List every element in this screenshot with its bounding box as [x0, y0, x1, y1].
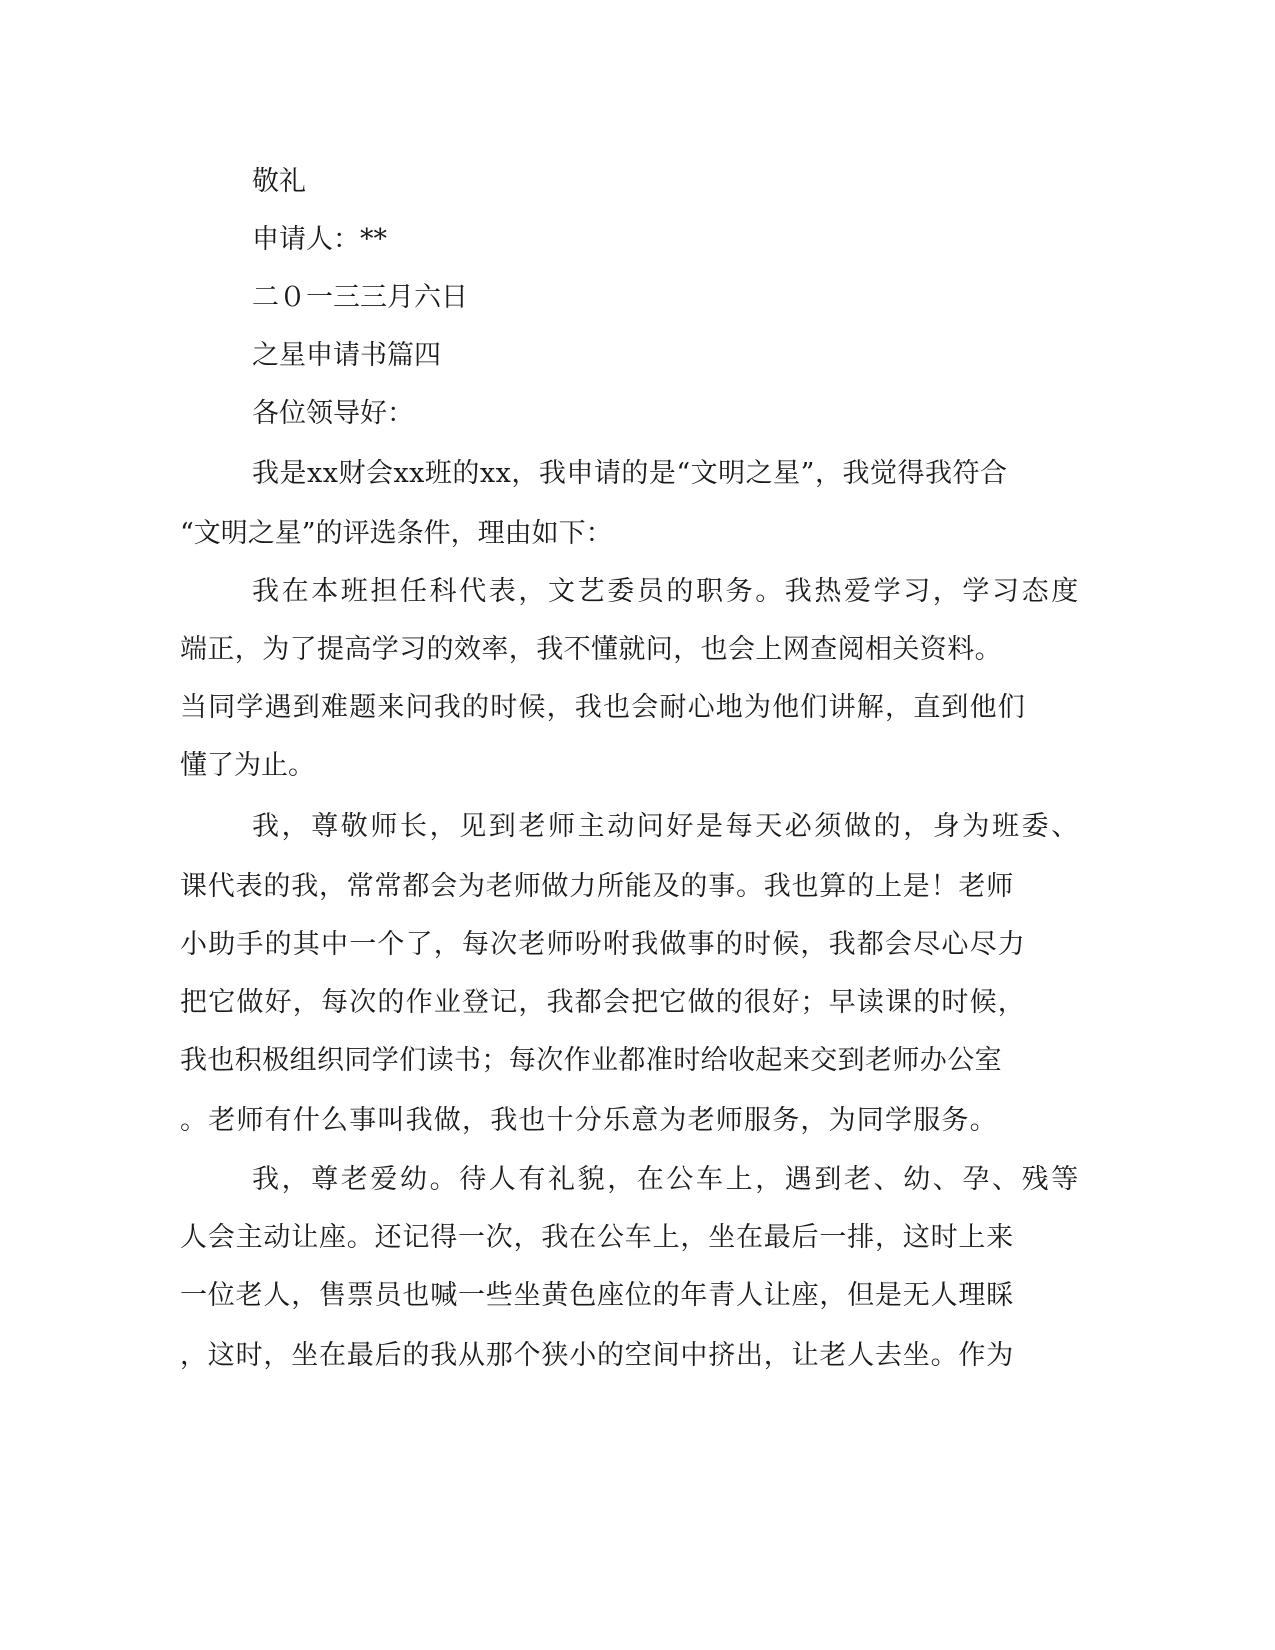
paragraph-line: 我，尊敬师长，见到老师主动问好是每天必须做的，身为班委、 — [252, 811, 1081, 842]
paragraph-line: 我，尊老爱幼。待人有礼貌，在公车上，遇到老、幼、孕、残等 — [252, 1164, 1081, 1195]
paragraph-line: 我是xx财会xx班的xx，我申请的是“文明之星”，我觉得我符合 — [252, 458, 1008, 489]
paragraph-line: 一位老人，售票员也喊一些坐黄色座位的年青人让座，但是无人理睬 — [180, 1280, 1014, 1311]
paragraph-line: ，这时，坐在最后的我从那个狭小的空间中挤出，让老人去坐。作为 — [180, 1340, 1014, 1371]
paragraph-line: 人会主动让座。还记得一次，我在公车上，坐在最后一排，这时上来 — [180, 1222, 1014, 1253]
paragraph-line: “文明之星”的评选条件，理由如下： — [180, 518, 613, 549]
applicant-line: 申请人：** — [252, 224, 387, 255]
section-heading: 之星申请书篇四 — [252, 340, 441, 371]
paragraph-line: 我也积极组织同学们读书；每次作业都准时给收起来交到老师办公室 — [180, 1045, 1002, 1076]
paragraph-line: 端正，为了提高学习的效率，我不懂就问，也会上网查阅相关资料。 — [180, 634, 1002, 665]
greeting-line: 各位领导好： — [252, 398, 414, 429]
closing-salutation: 敬礼 — [252, 166, 306, 197]
paragraph-line: 我在本班担任科代表，文艺委员的职务。我热爱学习，学习态度 — [252, 576, 1081, 607]
paragraph-line: 把它做好，每次的作业登记，我都会把它做的很好；早读课的时候， — [180, 987, 1026, 1018]
paragraph-line: 当同学遇到难题来问我的时候，我也会耐心地为他们讲解，直到他们 — [180, 692, 1026, 723]
paragraph-line: 懂了为止。 — [180, 750, 315, 781]
paragraph-line: 课代表的我，常常都会为老师做力所能及的事。我也算的上是！老师 — [180, 871, 1014, 902]
paragraph-line: 小助手的其中一个了，每次老师吩咐我做事的时候，我都会尽心尽力 — [180, 929, 1026, 960]
date-line: 二０一三三月六日 — [252, 282, 468, 313]
paragraph-line: 。老师有什么事叫我做，我也十分乐意为老师服务，为同学服务。 — [180, 1105, 998, 1136]
